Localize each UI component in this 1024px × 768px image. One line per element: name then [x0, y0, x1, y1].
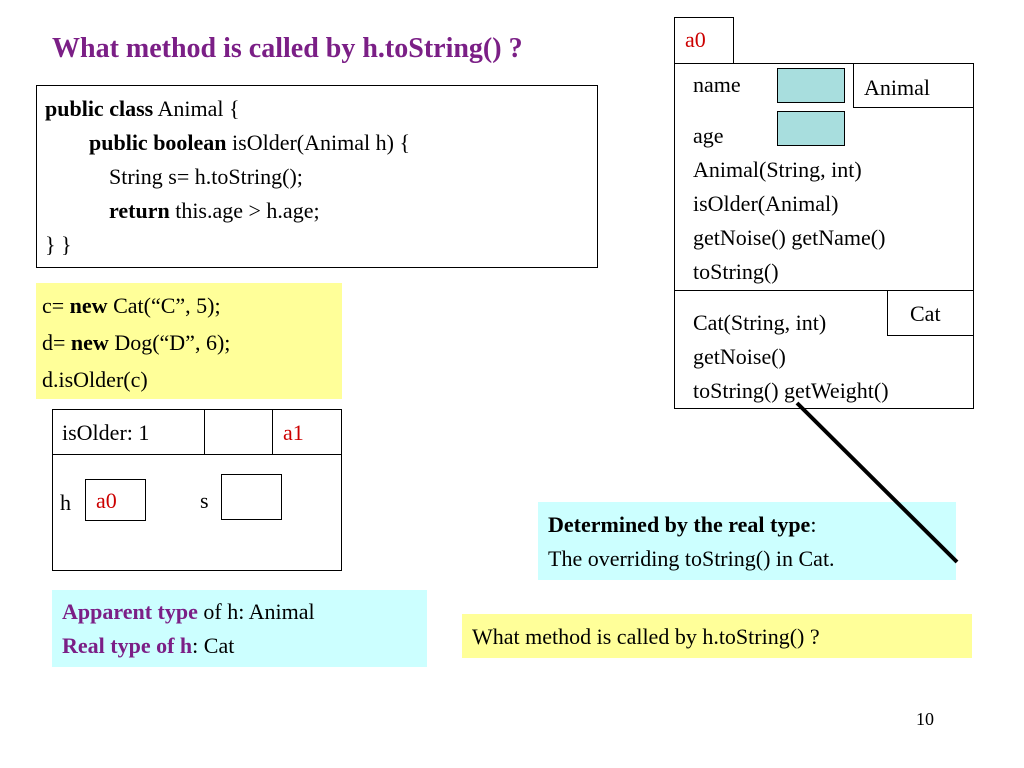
keyword: return — [109, 198, 170, 223]
code-line-3: String s= h.toString(); — [109, 164, 303, 189]
param-value: a0 — [96, 488, 117, 513]
code-text: Cat(“C”, 5); — [107, 293, 221, 318]
cat-class-label: Cat — [910, 301, 941, 326]
keyword: new — [70, 330, 109, 355]
code-text: d= — [42, 330, 71, 355]
code-line-5: } } — [45, 232, 72, 257]
apparent-type-label: Apparent type — [62, 599, 198, 624]
frame-label: isOlder: 1 — [62, 420, 150, 445]
keyword: public class — [45, 96, 154, 121]
answer-line-2: The overriding toString() in Cat. — [548, 546, 835, 571]
field-name-label: name — [693, 72, 741, 97]
keyword: public boolean — [89, 130, 227, 155]
pointer-line-stroke — [797, 403, 957, 562]
page-title: What method is called by h.toString() ? — [52, 33, 523, 64]
local-name: s — [200, 488, 209, 513]
code-text: c= — [42, 293, 70, 318]
animal-method-2: isOlder(Animal) — [693, 191, 839, 216]
code-text: Dog(“D”, 6); — [108, 330, 231, 355]
cat-method-2: getNoise() — [693, 344, 786, 369]
page-number: 10 — [916, 709, 934, 729]
animal-method-1: Animal(String, int) — [693, 157, 862, 182]
object-id: a0 — [685, 27, 706, 52]
call-line-3: d.isOlder(c) — [42, 367, 148, 392]
animal-method-3: getNoise() getName() — [693, 225, 886, 250]
question-note — [462, 614, 972, 658]
animal-method-4: toString() — [693, 259, 779, 284]
answer-colon: : — [810, 512, 817, 537]
param-name: h — [60, 490, 71, 515]
code-text: Animal { — [153, 96, 240, 121]
real-type-value: : Cat — [192, 633, 235, 658]
apparent-type-value: of h: Animal — [197, 599, 315, 624]
field-age-label: age — [693, 123, 724, 148]
question-text: What method is called by h.toString() ? — [472, 624, 820, 649]
frame-scope: a1 — [283, 420, 304, 445]
animal-class-label: Animal — [864, 75, 930, 100]
code-text: isOlder(Animal h) { — [226, 130, 411, 155]
cat-method-3: toString() getWeight() — [693, 378, 889, 403]
cat-method-1: Cat(String, int) — [693, 310, 827, 335]
real-type-label: Real type of h — [62, 633, 193, 658]
answer-bold: Determined by the real type — [548, 512, 811, 537]
keyword: new — [69, 293, 108, 318]
code-text: this.age > h.age; — [169, 198, 320, 223]
